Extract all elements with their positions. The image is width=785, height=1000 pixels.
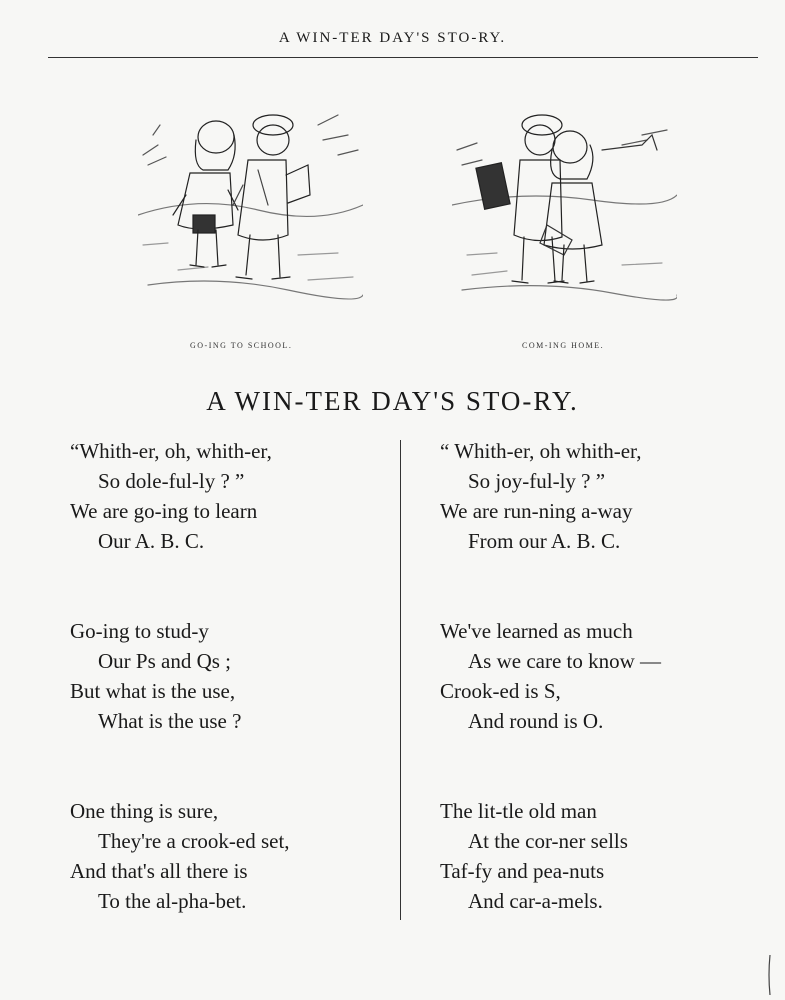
stanza bbox=[440, 796, 661, 916]
verse-line: We are run-ning a-way bbox=[440, 499, 633, 523]
verse-line: Go-ing to stud-y bbox=[70, 619, 209, 643]
stanza bbox=[440, 436, 661, 556]
running-header: A WIN-TER DAY'S STO-RY. bbox=[278, 30, 507, 46]
illustration-going-to-school bbox=[138, 95, 363, 310]
verse-line: And that's all there is bbox=[70, 859, 248, 883]
verse-line: They're a crook-ed set, bbox=[98, 829, 290, 853]
verse-line: Our A. B. C. bbox=[98, 529, 205, 553]
verse-line: So dole-ful-ly ? ” bbox=[98, 469, 245, 493]
illustration-caption: GO-ING TO SCHOOL. bbox=[190, 341, 293, 350]
verse-line: To the al-pha-bet. bbox=[98, 889, 247, 913]
stanza bbox=[70, 796, 290, 916]
stanza bbox=[70, 436, 290, 556]
column-divider bbox=[400, 440, 401, 920]
verse-line: From our A. B. C. bbox=[468, 529, 621, 553]
verse-line: And round is O. bbox=[468, 709, 604, 733]
verse-line: “ Whith-er, oh whith-er, bbox=[440, 439, 642, 463]
stanza bbox=[440, 616, 661, 736]
verse-line: One thing is sure, bbox=[70, 799, 219, 823]
page-edge-mark bbox=[768, 955, 772, 995]
poem-column-right bbox=[440, 436, 661, 976]
verse-line: But what is the use, bbox=[70, 679, 236, 703]
header-rule bbox=[48, 57, 758, 58]
verse-line: So joy-ful-ly ? ” bbox=[468, 469, 606, 493]
verse-line: And car-a-mels. bbox=[468, 889, 603, 913]
verse-line: Taf-fy and pea-nuts bbox=[440, 859, 605, 883]
verse-line: At the cor-ner sells bbox=[468, 829, 628, 853]
verse-line: We are go-ing to learn bbox=[70, 499, 258, 523]
poem-title: A WIN-TER DAY'S STO-RY. bbox=[206, 386, 579, 416]
verse-line: The lit-tle old man bbox=[440, 799, 597, 823]
verse-line: “Whith-er, oh, whith-er, bbox=[70, 439, 272, 463]
verse-line: As we care to know — bbox=[468, 649, 662, 673]
stanza bbox=[70, 616, 290, 736]
verse-line: Our Ps and Qs ; bbox=[98, 649, 232, 673]
verse-line: We've learned as much bbox=[440, 619, 633, 643]
illustration-caption: COM-ING HOME. bbox=[522, 341, 605, 350]
verse-line: What is the use ? bbox=[98, 709, 242, 733]
poem-column-left bbox=[70, 436, 290, 976]
verse-line: Crook-ed is S, bbox=[440, 679, 561, 703]
illustration-coming-home bbox=[452, 95, 677, 310]
